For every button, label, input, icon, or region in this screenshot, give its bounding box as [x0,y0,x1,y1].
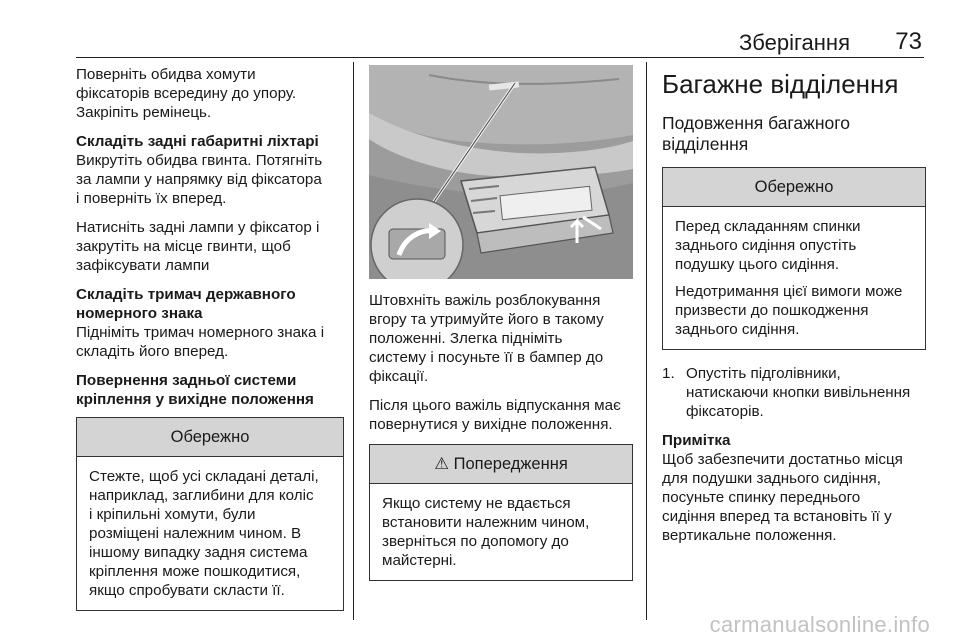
note-text: Щоб забезпечити достатньо місця для подушки заднього сидіння, посуньте спинку переднього сидіння вперед та встановіть її у вертикальне положення. [662,451,903,544]
column-right [662,65,926,555]
return-system-heading: Повернення задньої системи кріплення у вихідне положення [76,372,314,408]
caution-box-right-title: Обережно [663,168,925,207]
bike-carrier-illustration [369,65,633,279]
release-lever-paragraph: Після цього важіль відпускання має повернутися у вихідне положення. [369,397,621,433]
warning-triangle-icon: ⚠ [434,455,450,473]
note-title: Примітка [662,432,731,449]
subsection-title: Подовження багажного відділення [662,113,850,154]
section-title: Багажне відділення [662,69,899,99]
steps-list [662,364,926,421]
column-divider-right [646,62,647,620]
caution-box-text: Стежте, щоб усі складані деталі, наприклад, заглибини для коліс і кріпильні хомути, були розміщені належним чином. В іншому випадку задня система кріплення може пошкодитися, якщо спробувати скласти її. [89,468,319,599]
warning-box-text: Якщо систему не вдається встановити належним чином, зверніться по допомогу до майстерні. [382,495,590,569]
watermark: carmanualsonline.info [709,612,930,637]
step-text: Опустіть підголівники, натискаючи кнопки вивільнення фіксаторів. [686,365,911,420]
caution-box-right [662,167,926,350]
caution-box-right-text-1: Перед складанням спинки заднього сидіння опустіть подушку цього сидіння. [675,218,861,273]
page-number: 73 [895,28,922,55]
header-title: Зберігання [739,30,850,55]
caution-box-left [76,417,344,611]
caution-box-title: Обережно [77,418,343,457]
step-number: 1. [662,365,675,382]
unlock-paragraph: Штовхніть важіль розблокування вгору та утримуйте його в такому положенні. Злегка підніміть систему і посуньте її в бампер до фіксації. [369,292,604,385]
list-item [662,364,926,421]
tail-lights-paragraph-1: Викрутіть обидва гвинта. Потягніть за лампи у напрямку від фіксатора і поверніть їх вперед. [76,152,323,207]
tail-lights-paragraph-2: Натисніть задні лампи у фіксатор і закрутіть на місце гвинти, щоб зафіксувати лампи [76,219,320,274]
license-plate-heading: Складіть тримач державного номерного знака [76,286,296,322]
column-left [76,65,344,611]
warning-box-title: Попередження [453,455,568,473]
warning-box-header [370,445,632,484]
tail-lights-heading: Складіть задні габаритні ліхтарі [76,133,319,150]
header-rule [76,57,924,58]
caution-box-right-text-2: Недотримання цієї вимоги може призвести до пошкодження заднього сидіння. [675,283,903,338]
warning-box [369,444,633,581]
column-middle [369,65,633,581]
column-divider-left [353,62,354,620]
intro-paragraph: Поверніть обидва хомути фіксаторів всередину до упору. Закріпіть ремінець. [76,66,297,121]
bike-carrier-drawing [369,65,633,279]
license-plate-paragraph: Підніміть тримач номерного знака і складіть його вперед. [76,324,325,360]
